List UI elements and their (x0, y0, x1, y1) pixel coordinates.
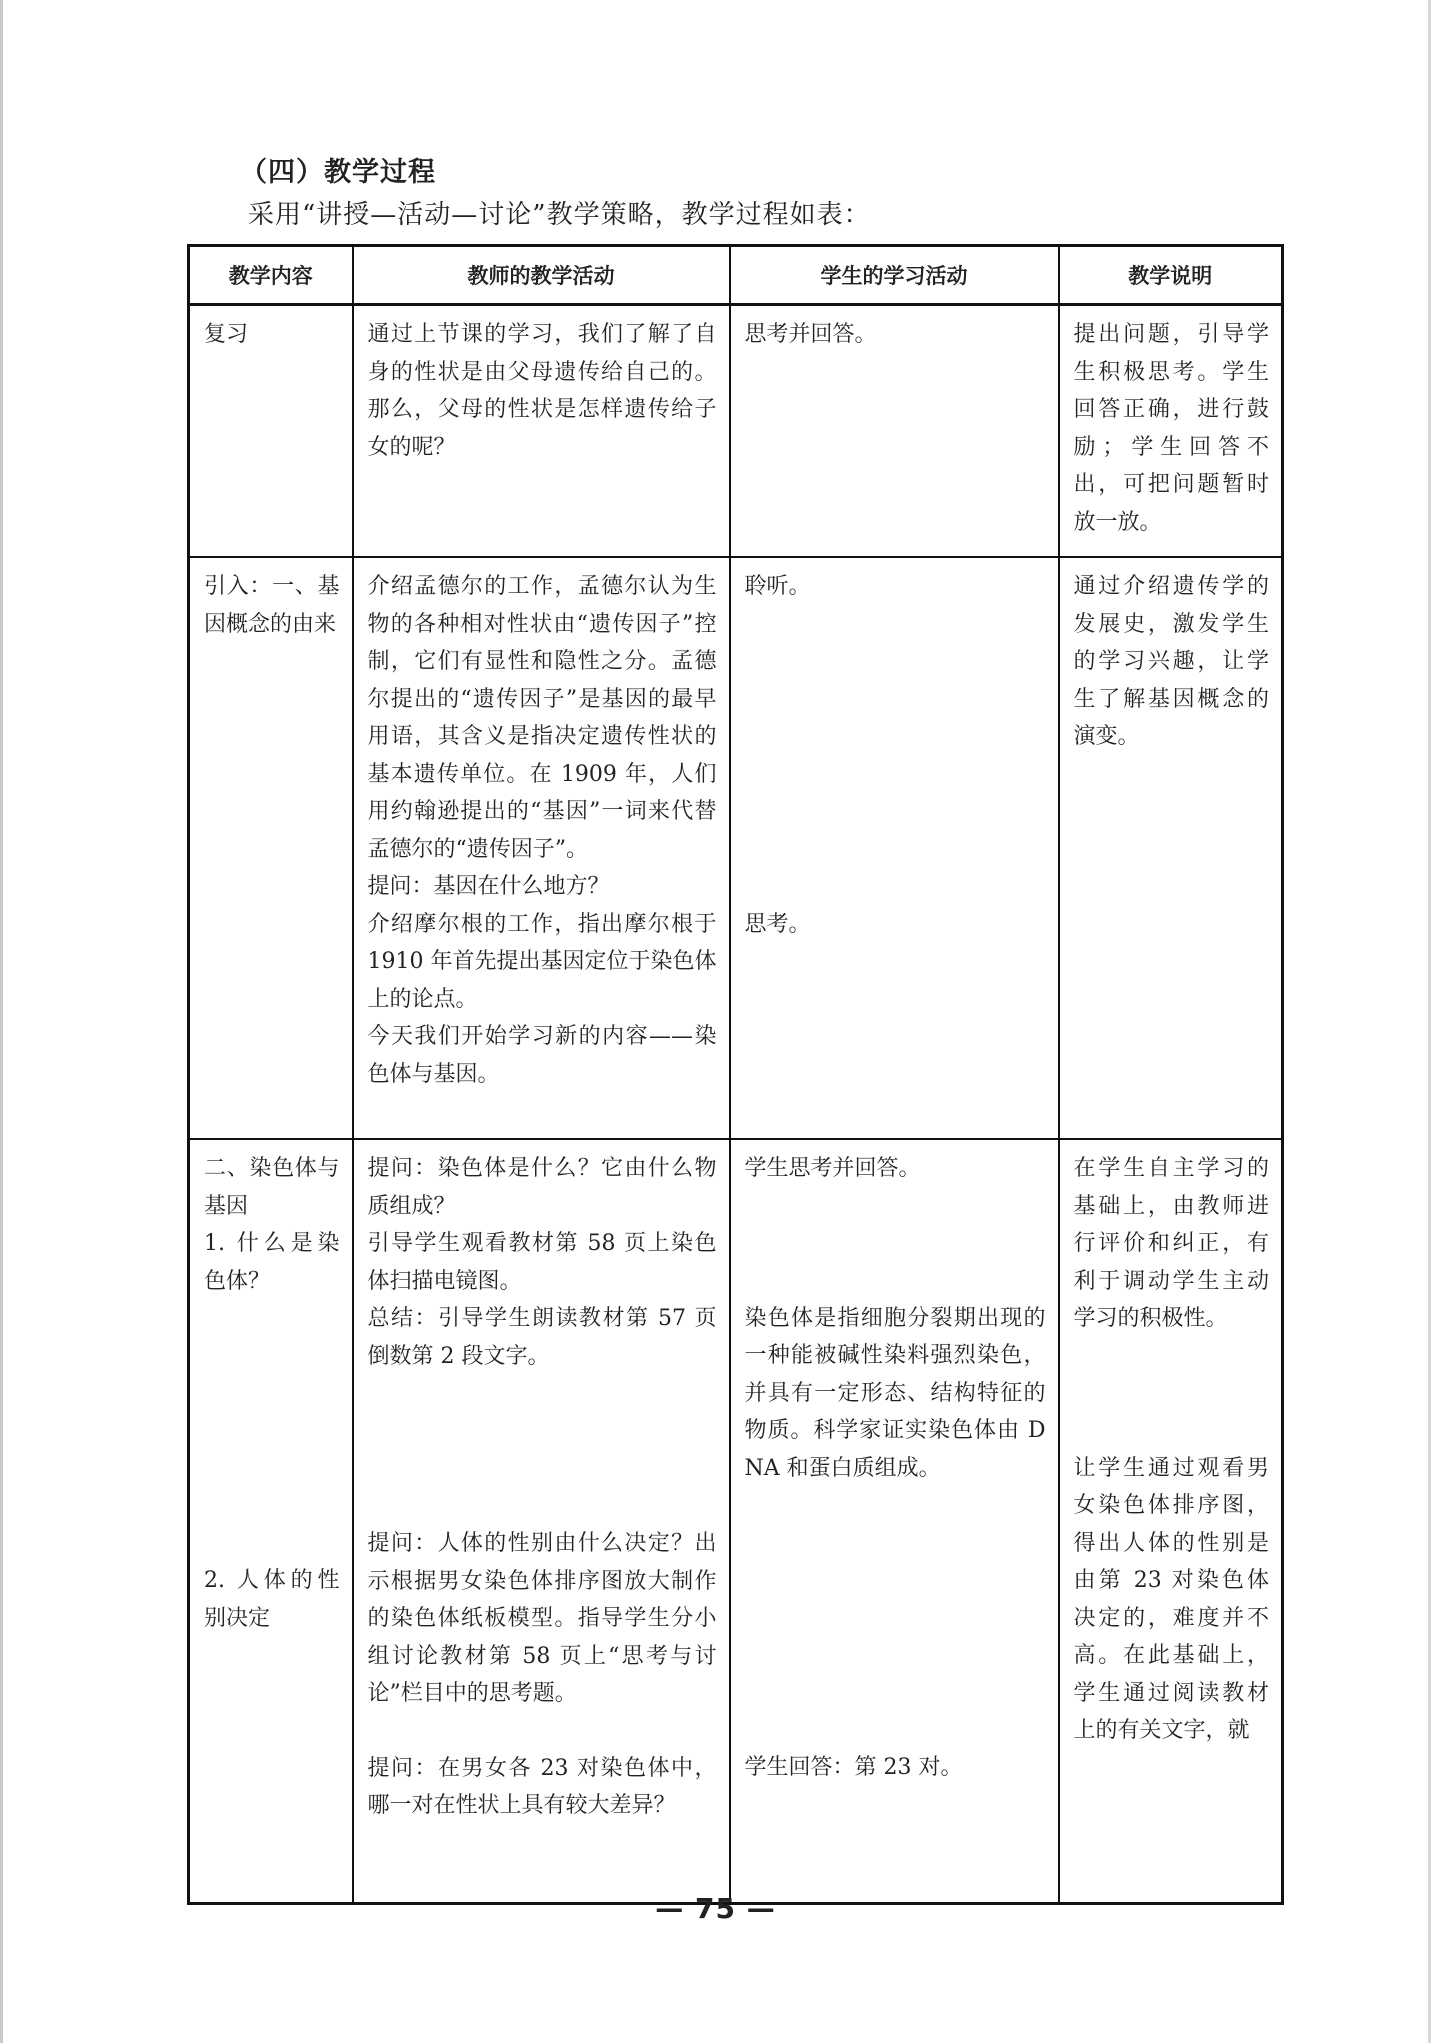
cell-teacher (353, 557, 730, 1139)
student-paragraph: 染色体是指细胞分裂期出现的一种能被碱性染料强烈染色，并具有一定形态、结构特征的物质。科学家证实染色体由 DNA 和蛋白质组成。 (744, 1305, 1046, 1481)
teacher-paragraph: 提问：在男女各 23 对染色体中，哪一对在性状上具有较大差异？ (367, 1755, 717, 1818)
content-paragraph: 二、染色体与基因 (204, 1156, 340, 1219)
table-header-row (189, 246, 1283, 305)
header-student-activity: 学生的学习活动 (730, 246, 1059, 305)
cell-student (730, 557, 1059, 1139)
cell-student: 思考并回答。 (730, 305, 1059, 558)
teacher-paragraph: 总结：引导学生朗读教材第 57 页倒数第 2 段文字。 (367, 1306, 717, 1369)
cell-teacher (353, 1139, 730, 1904)
teacher-paragraph: 提问：基因在什么地方？ (367, 874, 610, 899)
cell-content (189, 1139, 353, 1904)
cell-note: 通过介绍遗传学的发展史，激发学生的学习兴趣，让学生了解基因概念的演变。 (1059, 557, 1283, 1139)
header-teaching-note: 教学说明 (1059, 246, 1283, 305)
teacher-paragraph: 提问：染色体是什么？它由什么物质组成？ (367, 1156, 717, 1219)
section-heading: （四）教学过程 (240, 157, 436, 188)
header-teacher-activity: 教师的教学活动 (353, 246, 730, 305)
header-content: 教学内容 (189, 246, 353, 305)
cell-note (1059, 1139, 1283, 1904)
student-paragraph: 聆听。 (744, 574, 811, 599)
intro-paragraph: 采用“讲授—活动—讨论”教学策略，教学过程如表： (248, 200, 871, 230)
content-paragraph: 1. 什么是染色体？ (204, 1231, 340, 1294)
note-paragraph: 让学生通过观看男女染色体排序图，得出人体的性别是由第 23 对染色体决定的，难度并不高。在此基础上，学生通过阅读教材上的有关文字，就 (1073, 1455, 1269, 1743)
note-paragraph: 在学生自主学习的基础上，由教师进行评价和纠正，有利于调动学生主动学习的积极性。 (1073, 1156, 1269, 1331)
student-paragraph: 学生回答：第 23 对。 (744, 1755, 963, 1780)
table-row (189, 305, 1283, 558)
teacher-paragraph: 提问：人体的性别由什么决定？出示根据男女染色体排序图放大制作的染色体纸板模型。指导学生分小组讨论教材第 58 页上“思考与讨论”栏目中的思考题。 (367, 1531, 717, 1706)
teacher-paragraph: 今天我们开始学习新的内容——染色体与基因。 (367, 1024, 717, 1087)
teaching-process-table (187, 244, 1284, 1905)
cell-content: 引入：一、基因概念的由来 (189, 557, 353, 1139)
scan-edge-left (0, 0, 3, 2043)
teacher-paragraph: 引导学生观看教材第 58 页上染色体扫描电镜图。 (367, 1231, 717, 1294)
page-number: — 75 — (655, 1892, 776, 1925)
content-paragraph: 2. 人体的性别决定 (204, 1568, 340, 1631)
cell-note: 提出问题，引导学生积极思考。学生回答正确，进行鼓励；学生回答不出，可把问题暂时放一放。 (1059, 305, 1283, 558)
teacher-paragraph: 介绍摩尔根的工作，指出摩尔根于 1910 年首先提出基因定位于染色体上的论点。 (367, 911, 717, 1012)
table-row (189, 1139, 1283, 1904)
cell-teacher: 通过上节课的学习，我们了解了自身的性状是由父母遗传给自己的。那么，父母的性状是怎样遗传给子女的呢？ (353, 305, 730, 558)
student-paragraph: 学生思考并回答。 (744, 1156, 921, 1181)
student-paragraph: 思考。 (744, 911, 811, 937)
table-row (189, 557, 1283, 1139)
cell-student (730, 1139, 1059, 1904)
teacher-paragraph: 介绍孟德尔的工作，孟德尔认为生物的各种相对性状由“遗传因子”控制，它们有显性和隐性之分。孟德尔提出的“遗传因子”是基因的最早用语，其含义是指决定遗传性状的基本遗传单位。在 1909 年，人们用约翰逊提出的“基因”一词来代替孟德尔的“遗传因子”。 (367, 574, 717, 862)
cell-content: 复习 (189, 305, 353, 558)
